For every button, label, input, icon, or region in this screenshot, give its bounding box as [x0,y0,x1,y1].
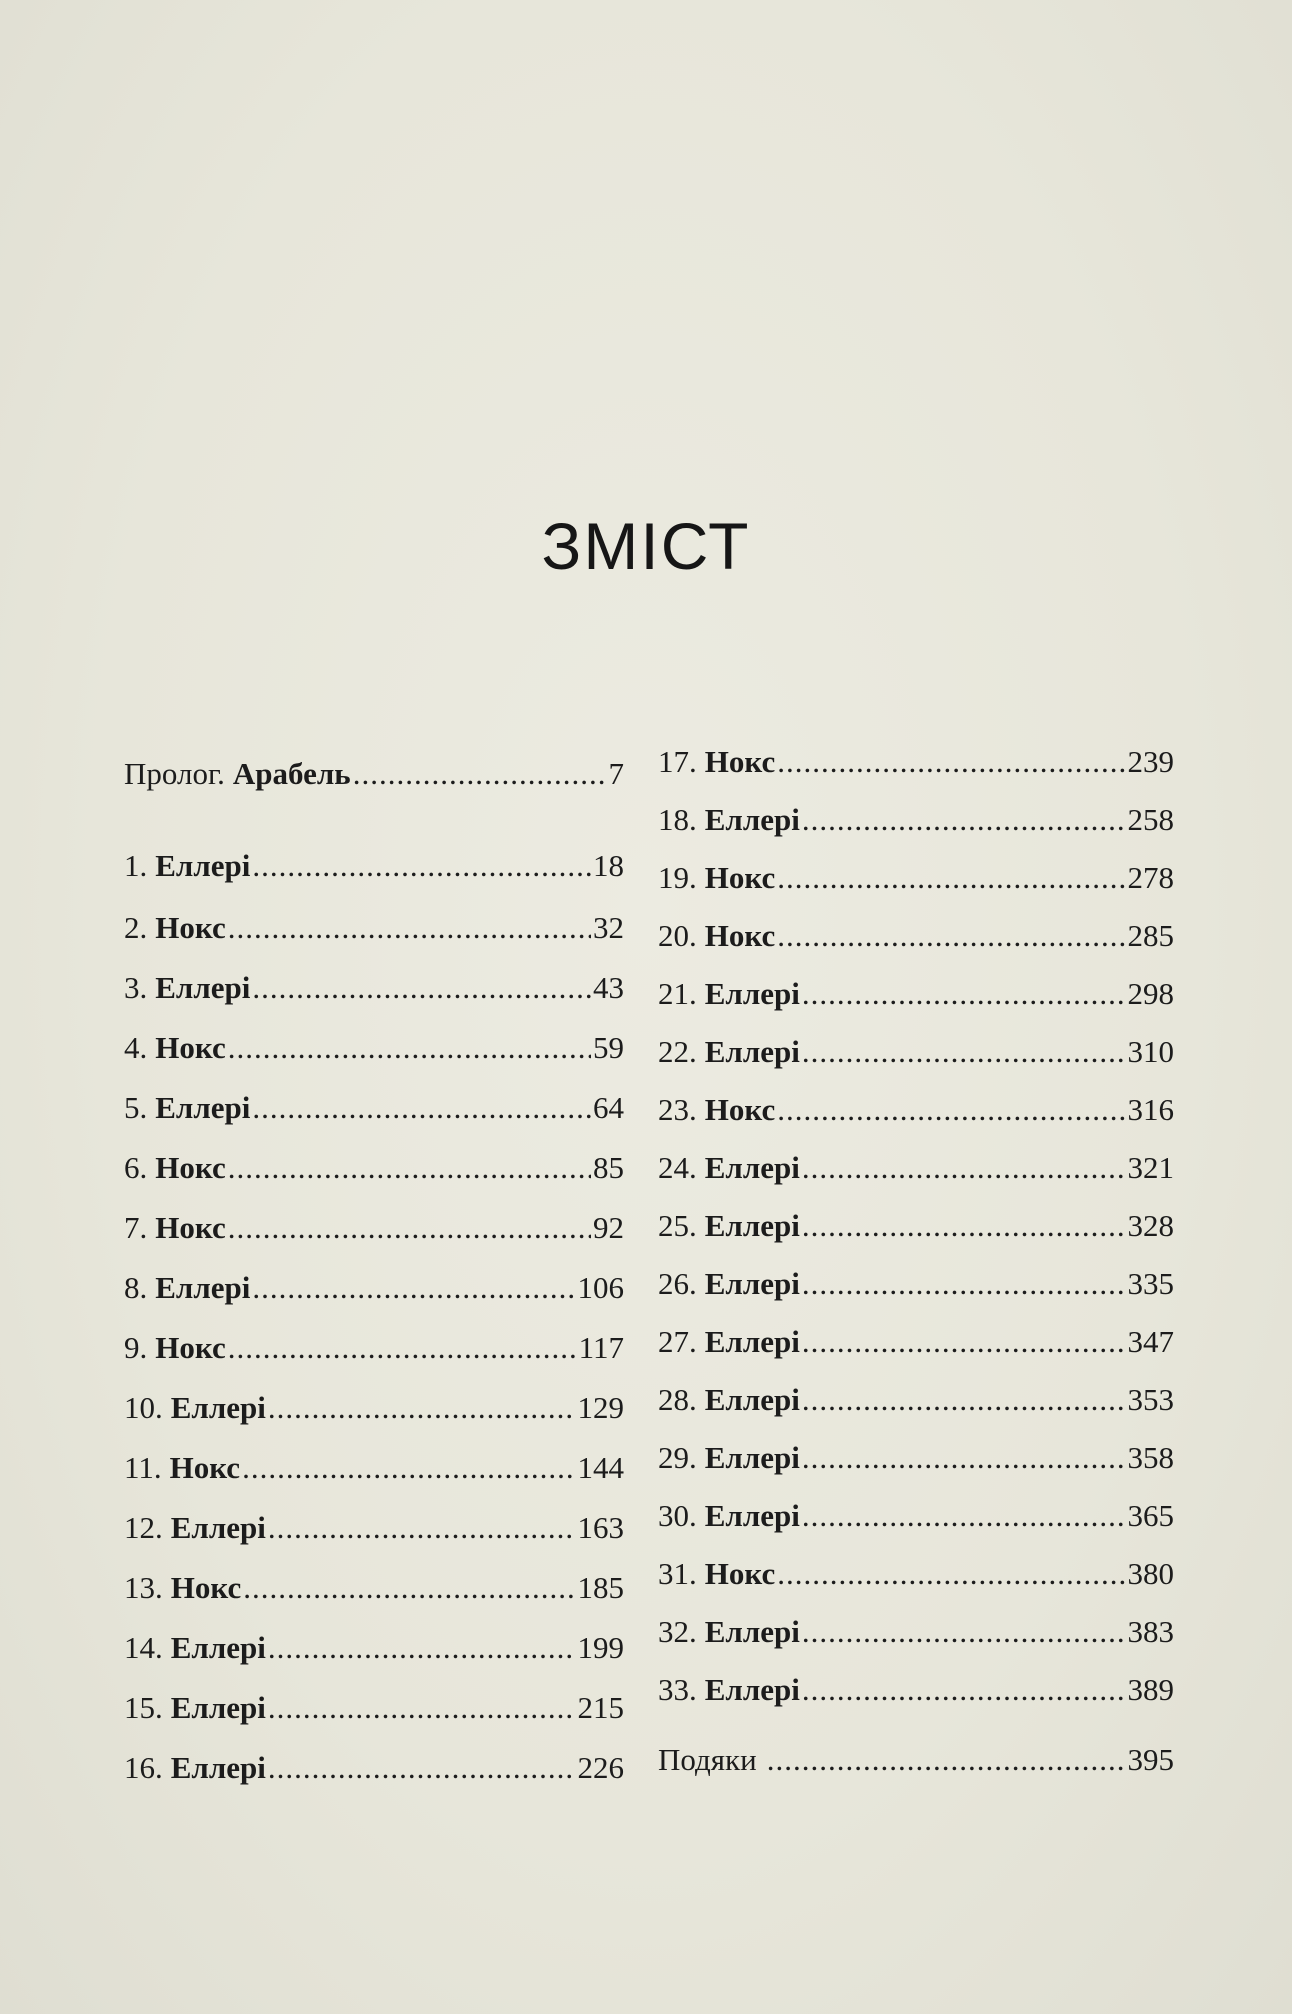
chapter-name: Еллері [170,1510,266,1545]
dot-leader [268,1506,576,1550]
page-number: 144 [577,1450,624,1485]
page-number: 380 [1127,1556,1174,1591]
page-number: 64 [593,1090,624,1125]
dot-leader [268,1746,576,1790]
chapter-number: 25. [658,1208,697,1243]
chapter-number: 21. [658,976,697,1011]
dot-leader [777,914,1125,958]
toc-entry [124,1026,624,1070]
dot-leader [802,1204,1126,1248]
toc-entry [124,1326,624,1370]
toc-entry [658,740,1174,784]
toc-entry [124,1686,624,1730]
page-number: 278 [1127,860,1174,895]
entry-prefix: Подяки [658,1742,757,1777]
page-number: 239 [1127,744,1174,779]
chapter-name: Еллері [704,802,800,837]
dot-leader [802,1146,1126,1190]
dot-leader [228,1206,591,1250]
chapter-name: Еллері [170,1630,266,1665]
toc-entry [124,844,624,888]
chapter-number: 30. [658,1498,697,1533]
dot-leader [777,1088,1125,1132]
chapter-number: 3. [124,970,148,1005]
toc-entry [658,1610,1174,1654]
chapter-number: 18. [658,802,697,837]
toc-entry [124,1386,624,1430]
dot-leader [228,906,591,950]
dot-leader [243,1566,575,1610]
chapter-name: Еллері [704,1266,800,1301]
toc-entry [658,1552,1174,1596]
chapter-name: Арабель [232,756,351,791]
chapter-number: 10. [124,1390,163,1425]
chapter-name: Нокс [155,1030,226,1065]
page-number: 59 [593,1030,624,1065]
page-number: 298 [1127,976,1174,1011]
chapter-number: 1. [124,848,148,883]
dot-leader [268,1686,576,1730]
chapter-name: Нокс [170,1570,242,1605]
chapter-name: Нокс [704,744,776,779]
chapter-name: Нокс [704,918,776,953]
chapter-name: Еллері [170,1750,266,1785]
toc-entry [124,1206,624,1250]
dot-leader [802,1030,1126,1074]
chapter-name: Еллері [704,1498,800,1533]
dot-leader [777,740,1125,784]
chapter-name: Нокс [155,1150,226,1185]
chapter-number: 9. [124,1330,148,1365]
page-number: 7 [608,756,624,791]
page-number: 92 [593,1210,624,1245]
page-number: 358 [1127,1440,1174,1475]
toc-entry [658,1088,1174,1132]
page-number: 43 [593,970,624,1005]
chapter-number: 15. [124,1690,163,1725]
toc-entry [658,1738,1174,1782]
toc-entry [124,1446,624,1490]
toc-entry [124,1266,624,1310]
chapter-name: Еллері [155,970,251,1005]
toc-entry [124,1566,624,1610]
chapter-name: Нокс [704,1556,776,1591]
dot-leader [802,1320,1126,1364]
toc-entry [658,1436,1174,1480]
dot-leader [252,844,591,888]
page-number: 328 [1127,1208,1174,1243]
chapter-number: 27. [658,1324,697,1359]
chapter-number: 23. [658,1092,697,1127]
chapter-number: 24. [658,1150,697,1185]
chapter-number: 17. [658,744,697,779]
entry-prefix: Пролог. [124,756,225,791]
chapter-name: Еллері [704,1382,800,1417]
chapter-name: Еллері [704,1324,800,1359]
dot-leader [268,1626,576,1670]
dot-leader [228,1026,591,1070]
chapter-name: Еллері [704,1440,800,1475]
dot-leader [777,856,1125,900]
chapter-name: Еллері [704,1614,800,1649]
toc-entry [658,914,1174,958]
chapter-name: Нокс [155,1330,226,1365]
chapter-number: 32. [658,1614,697,1649]
toc-entry [658,1030,1174,1074]
chapter-name: Нокс [704,1092,776,1127]
chapter-number: 14. [124,1630,163,1665]
chapter-name: Нокс [169,1450,241,1485]
chapter-number: 19. [658,860,697,895]
toc-entry [124,1146,624,1190]
toc-entry [658,1204,1174,1248]
chapter-number: 12. [124,1510,163,1545]
page-number: 365 [1127,1498,1174,1533]
toc-entry [124,1506,624,1550]
chapter-number: 8. [124,1270,148,1305]
chapter-number: 4. [124,1030,148,1065]
dot-leader [252,1266,575,1310]
page-number: 163 [577,1510,624,1545]
chapter-number: 7. [124,1210,148,1245]
chapter-number: 28. [658,1382,697,1417]
dot-leader [777,1552,1125,1596]
page-number: 335 [1127,1266,1174,1301]
toc-entry [124,752,624,796]
page-number: 106 [577,1270,624,1305]
page-number: 32 [593,910,624,945]
chapter-name: Еллері [704,1150,800,1185]
dot-leader [802,972,1126,1016]
chapter-number: 29. [658,1440,697,1475]
page-number: 285 [1127,918,1174,953]
chapter-name: Еллері [155,1090,251,1125]
dot-leader [802,1494,1126,1538]
dot-leader [353,752,607,796]
toc-entry [658,1320,1174,1364]
dot-leader [802,1378,1126,1422]
toc-entry [124,1746,624,1790]
dot-leader [802,1668,1126,1712]
chapter-number: 16. [124,1750,163,1785]
page-number: 383 [1127,1614,1174,1649]
dot-leader [802,1262,1126,1306]
page-number: 215 [577,1690,624,1725]
chapter-number: 22. [658,1034,697,1069]
page-number: 226 [577,1750,624,1785]
chapter-number: 31. [658,1556,697,1591]
dot-leader [802,1610,1126,1654]
chapter-number: 5. [124,1090,148,1125]
page-number: 353 [1127,1382,1174,1417]
page-number: 389 [1127,1672,1174,1707]
page-number: 199 [577,1630,624,1665]
toc-entry [124,1086,624,1130]
page-number: 185 [577,1570,624,1605]
page-number: 310 [1127,1034,1174,1069]
page-title: ЗМІСТ [541,509,751,583]
chapter-name: Еллері [155,1270,251,1305]
page-number: 258 [1127,802,1174,837]
toc-entry [658,856,1174,900]
dot-leader [802,798,1126,842]
chapter-name: Нокс [704,860,776,895]
page-number: 129 [577,1390,624,1425]
toc-entry [124,1626,624,1670]
chapter-name: Нокс [155,910,226,945]
chapter-number: 26. [658,1266,697,1301]
chapter-number: 11. [124,1450,162,1485]
chapter-number: 13. [124,1570,163,1605]
toc-entry [124,966,624,1010]
dot-leader [767,1738,1126,1782]
toc-entry [658,1378,1174,1422]
dot-leader [228,1326,577,1370]
page-number: 321 [1127,1150,1174,1185]
page-number: 18 [593,848,624,883]
page-number: 117 [578,1330,624,1365]
page-number: 347 [1127,1324,1174,1359]
chapter-name: Еллері [155,848,251,883]
chapter-name: Еллері [704,1208,800,1243]
chapter-name: Еллері [170,1690,266,1725]
dot-leader [242,1446,575,1490]
chapter-name: Еллері [170,1390,266,1425]
chapter-number: 6. [124,1150,148,1185]
chapter-name: Еллері [704,1034,800,1069]
toc-entry [124,906,624,950]
page-number: 395 [1127,1742,1174,1777]
dot-leader [228,1146,591,1190]
toc-entry [658,1494,1174,1538]
chapter-number: 20. [658,918,697,953]
chapter-number: 33. [658,1672,697,1707]
chapter-name: Еллері [704,976,800,1011]
toc-entry [658,1668,1174,1712]
toc-entry [658,798,1174,842]
dot-leader [252,1086,591,1130]
page-number: 316 [1127,1092,1174,1127]
chapter-number: 2. [124,910,148,945]
page-number: 85 [593,1150,624,1185]
toc-entry [658,972,1174,1016]
toc-entry [658,1262,1174,1306]
dot-leader [802,1436,1126,1480]
toc-entry [658,1146,1174,1190]
dot-leader [268,1386,576,1430]
chapter-name: Нокс [155,1210,226,1245]
dot-leader [252,966,591,1010]
chapter-name: Еллері [704,1672,800,1707]
